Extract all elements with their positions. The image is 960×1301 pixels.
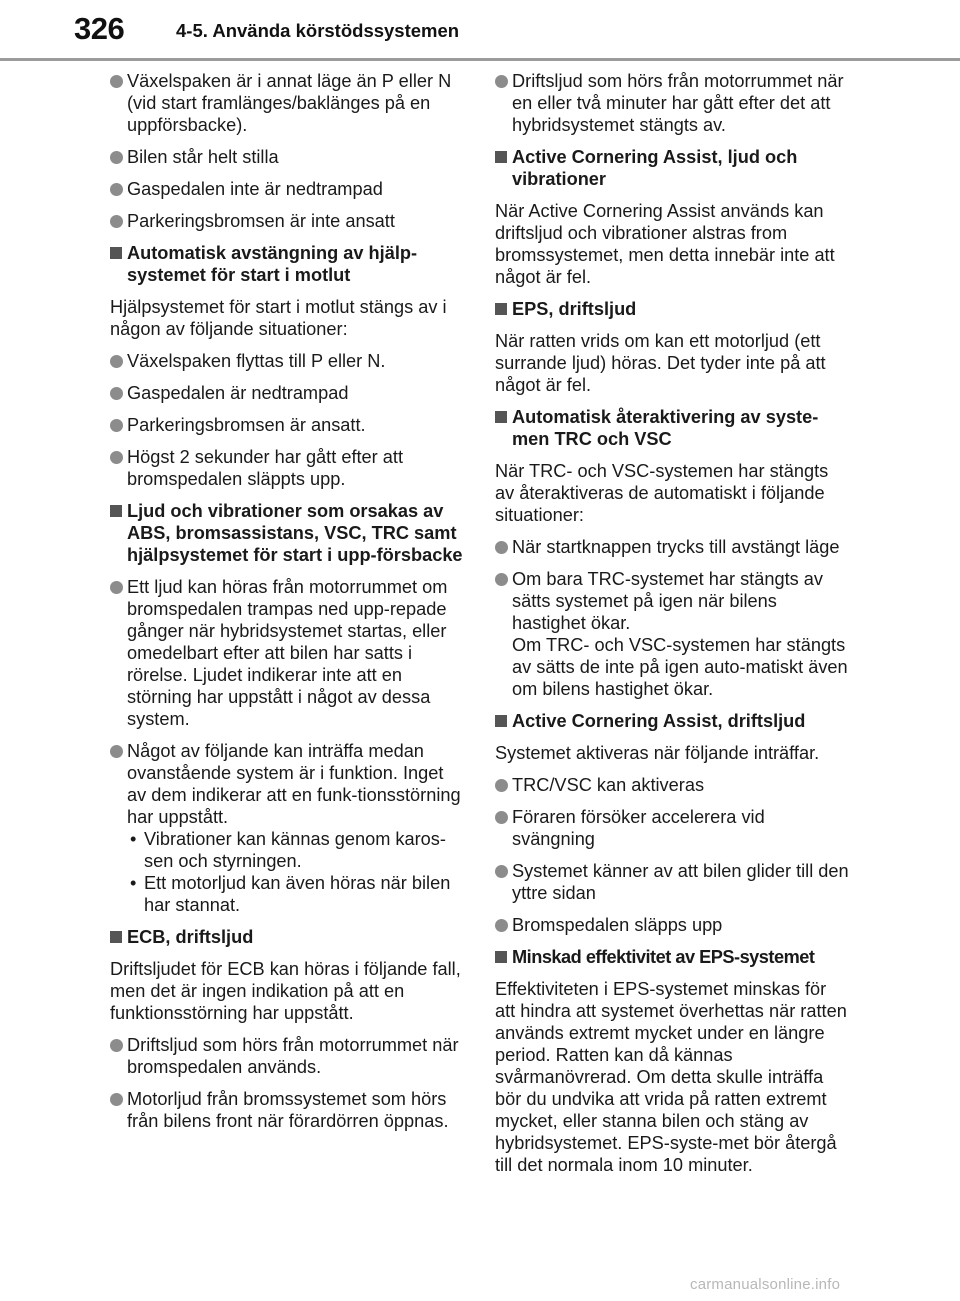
heading-text: Active Cornering Assist, ljud och vibrationer (512, 147, 798, 189)
list-item (110, 146, 465, 168)
bullet-dot-icon (110, 355, 123, 368)
square-bullet-icon (495, 151, 507, 163)
bullet-dot-icon (495, 573, 508, 586)
list-item (495, 806, 850, 850)
subsection-heading (495, 406, 850, 450)
square-bullet-icon (110, 931, 122, 943)
heading-text: Ljud och vibrationer som orsakas av ABS, bromsassistans, VSC, TRC samt hjälpsystemet för start i upp-försbacke (127, 501, 463, 565)
bullet-text: Växelspaken flyttas till P eller N. (127, 351, 386, 371)
list-item (495, 914, 850, 936)
bullet-text: Motorljud från bromssystemet som hörs från bilens front när förardörren öppnas. (127, 1089, 449, 1131)
bullet-text: Driftsljud som hörs från motorrummet när en eller två minuter har gått efter det att hybridsystemet stängts av. (512, 71, 844, 135)
sub-list-item: • Ett motorljud kan även höras när bilen har stannat. (130, 873, 451, 915)
list-item (495, 774, 850, 796)
bullet-dot-icon (110, 745, 123, 758)
bullet-dot-icon (110, 183, 123, 196)
list-item (110, 1088, 465, 1132)
square-bullet-icon (110, 505, 122, 517)
heading-text: Automatisk avstängning av hjälp-systemet för start i motlut (127, 243, 418, 285)
bullet-dot-icon (110, 581, 123, 594)
bullet-text: Parkeringsbromsen är ansatt. (127, 415, 366, 435)
bullet-dot-icon (110, 387, 123, 400)
paragraph: När ratten vrids om kan ett motorljud (ett surrande ljud) höras. Det tyder inte på att något är fel. (495, 331, 826, 395)
list-item (110, 70, 465, 136)
list-item (110, 1034, 465, 1078)
bullet-text: Bilen står helt stilla (127, 147, 279, 167)
sub-item-text: Vibrationer kan kännas genom karos-sen och styrningen. (144, 829, 446, 871)
list-item (110, 740, 465, 916)
bullet-text: När startknappen trycks till avstängt läge (512, 537, 840, 557)
bullet-text: Systemet känner av att bilen glider till den yttre sidan (512, 861, 849, 903)
list-item (110, 382, 465, 404)
bullet-text: Bromspedalen släpps upp (512, 915, 723, 935)
bullet-dot-icon (110, 451, 123, 464)
bullet-dot-icon (110, 1093, 123, 1106)
paragraph: Driftsljudet för ECB kan höras i följande fall, men det är ingen indikation på att en funktionsstörning har uppstått. (110, 959, 461, 1023)
list-item (495, 860, 850, 904)
page-number: 326 (74, 11, 125, 46)
subsection-heading (110, 242, 465, 286)
square-bullet-icon (495, 951, 507, 963)
list-item (110, 178, 465, 200)
page-header (0, 0, 960, 62)
square-bullet-icon (495, 411, 507, 423)
bullet-text: Växelspaken är i annat läge än P eller N (vid start framlänges/baklänges på en uppförsbacke). (127, 71, 452, 135)
list-item (110, 576, 465, 730)
subsection-heading (110, 926, 465, 948)
subsection-heading (495, 946, 850, 968)
bullet-dot-icon (110, 215, 123, 228)
bullet-text: Parkeringsbromsen är inte ansatt (127, 211, 395, 231)
list-item (495, 536, 850, 558)
watermark: carmanualsonline.info (690, 1276, 841, 1293)
square-bullet-icon (495, 303, 507, 315)
bullet-text: Gaspedalen är nedtrampad (127, 383, 349, 403)
bullet-dot-icon (110, 151, 123, 164)
bullet-text: Om bara TRC-systemet har stängts av sätts systemet på igen när bilens hastighet ökar. (512, 569, 823, 633)
bullet-dot-icon (495, 865, 508, 878)
bullet-text: Föraren försöker accelerera vid svängning (512, 807, 765, 849)
bullet-text-continued: Om TRC- och VSC-systemen har stängts av sätts de inte på igen auto-matiskt även om bilens hastighet ökar. (512, 635, 848, 699)
heading-text: Minskad effektivitet av EPS-systemet (512, 947, 815, 967)
bullet-dot-icon (110, 419, 123, 432)
bullet-text: Ett ljud kan höras från motorrummet om bromspedalen trampas ned upp-repade gånger när hybridsystemet startas, eller omedelbart efter att bilen har satts i rörelse. Ljudet indikerar inte att en störning har uppstått i något av dessa system. (127, 577, 448, 729)
heading-text: EPS, driftsljud (512, 299, 637, 319)
bullet-text: Driftsljud som hörs från motorrummet när bromspedalen används. (127, 1035, 459, 1077)
subsection-heading (495, 146, 850, 190)
square-bullet-icon (110, 247, 122, 259)
bullet-dot-icon (495, 75, 508, 88)
header-divider (0, 58, 960, 61)
bullet-dot-icon (495, 541, 508, 554)
paragraph: Systemet aktiveras när följande inträffar. (495, 743, 820, 763)
paragraph: Hjälpsystemet för start i motlut stängs av i någon av följande situationer: (110, 297, 447, 339)
bullet-dot-icon (495, 919, 508, 932)
bullet-text: TRC/VSC kan aktiveras (512, 775, 705, 795)
subsection-heading (495, 710, 850, 732)
bullet-dot-icon (110, 1039, 123, 1052)
list-item (110, 446, 465, 490)
subsection-heading (495, 298, 850, 320)
paragraph: När Active Cornering Assist används kan driftsljud och vibrationer alstras from bromssystemet, men detta innebär inte att något är fel. (495, 201, 835, 287)
list-item (110, 210, 465, 232)
list-item (110, 350, 465, 372)
subsection-heading (110, 500, 465, 566)
bullet-dot-icon (495, 779, 508, 792)
bullet-dot-icon (110, 75, 123, 88)
sub-item-text: Ett motorljud kan även höras när bilen har stannat. (144, 873, 451, 915)
paragraph: När TRC- och VSC-systemen har stängts av återaktiveras de automatiskt i följande situationer: (495, 461, 829, 525)
heading-text: Active Cornering Assist, driftsljud (512, 711, 806, 731)
list-item (495, 70, 850, 136)
bullet-dot-icon (495, 811, 508, 824)
bullet-text: Gaspedalen inte är nedtrampad (127, 179, 383, 199)
bullet-text: Högst 2 sekunder har gått efter att bromspedalen släppts upp. (127, 447, 404, 489)
sub-list-item: • Vibrationer kan kännas genom karos-sen och styrningen. (130, 829, 446, 871)
list-item (495, 568, 850, 700)
heading-text: ECB, driftsljud (127, 927, 254, 947)
square-bullet-icon (495, 715, 507, 727)
list-item (110, 414, 465, 436)
paragraph: Effektiviteten i EPS-systemet minskas för att hindra att systemet överhettas när ratten används extremt mycket under en längre period. Ratten kan då kännas svårmanövrerad. Om detta skulle inträffa bör du undvika att vrida på ratten extremt mycket, eller stanna bilen och stäng av hybridsystemet. EPS-syste-met bör återgå till det normala inom 10 minuter. (495, 979, 847, 1175)
heading-text: Automatisk återaktivering av syste-men TRC och VSC (512, 407, 819, 449)
right-column (495, 70, 850, 1186)
bullet-text: Något av följande kan inträffa medan ovanstående system är i funktion. Inget av dem indikerar att en funk-tionsstörning har uppstått. (127, 741, 461, 827)
left-column (110, 70, 465, 1142)
section-title: 4-5. Använda körstödssystemen (176, 20, 460, 41)
